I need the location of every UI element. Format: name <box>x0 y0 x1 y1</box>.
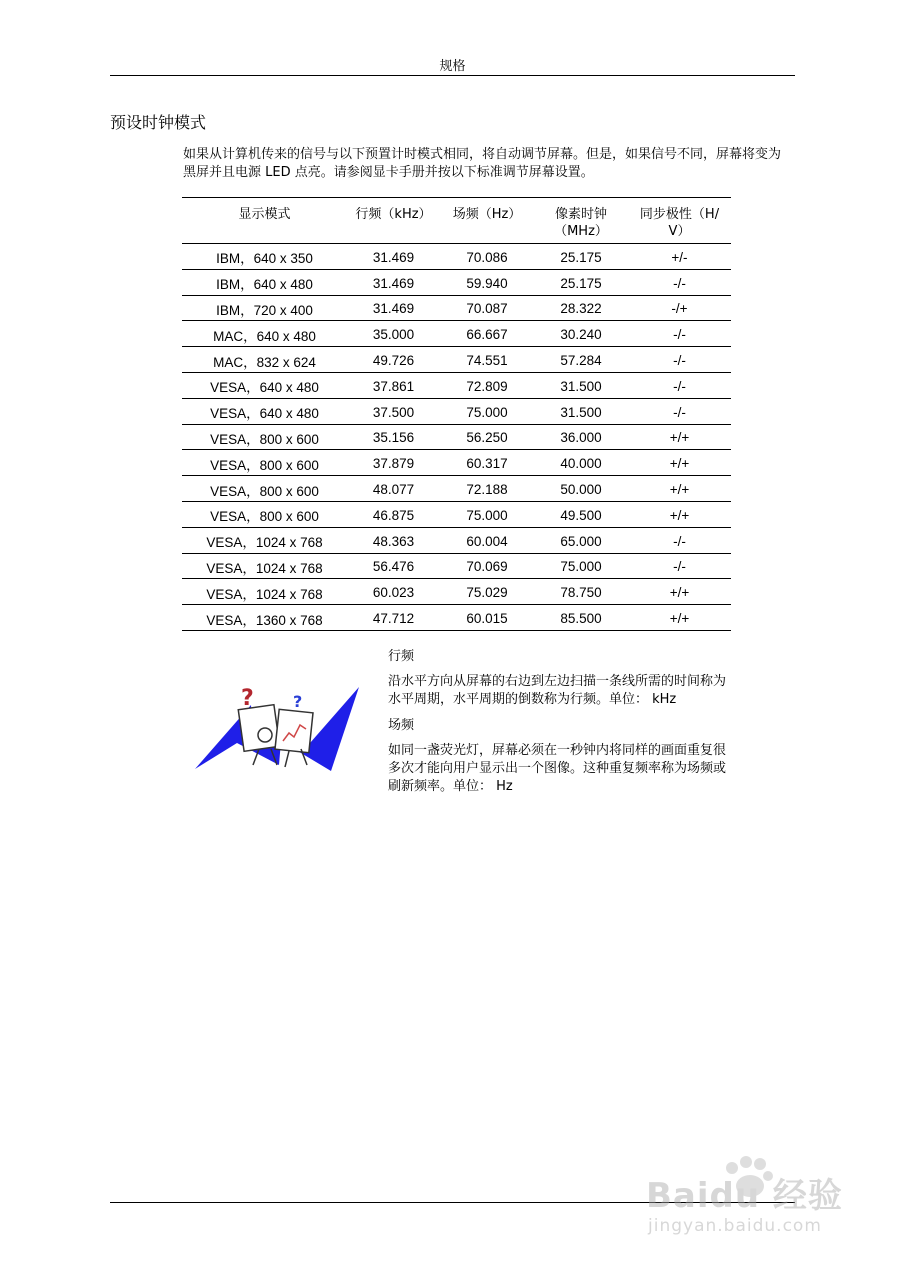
table-row <box>182 527 731 553</box>
cell-v-freq: 60.317 <box>440 450 534 476</box>
cell-v-freq: 59.940 <box>440 269 534 295</box>
col-header-sync-polarity <box>628 198 731 244</box>
cell-h-freq: 31.469 <box>347 244 440 270</box>
cell-mode: VESA，1024 x 768 <box>182 527 347 553</box>
cell-h-freq: 31.469 <box>347 295 440 321</box>
cell-v-freq: 66.667 <box>440 321 534 347</box>
cell-h-freq: 37.861 <box>347 372 440 398</box>
cell-v-freq: 56.250 <box>440 424 534 450</box>
question-mark-red-icon: ? <box>241 686 254 711</box>
cell-sync-polarity: +/+ <box>628 450 731 476</box>
table-row <box>182 269 731 295</box>
cell-pixel-clock: 25.175 <box>534 269 628 295</box>
cell-mode: VESA，1024 x 768 <box>182 579 347 605</box>
cell-sync-polarity: -/- <box>628 347 731 373</box>
cell-v-freq: 74.551 <box>440 347 534 373</box>
cell-h-freq: 35.000 <box>347 321 440 347</box>
v-freq-definition: 如同一盏荧光灯，屏幕必须在一秒钟内将同样的画面重复很多次才能向用户显示出一个图像。这种重复频率称为场频或刷新频率。单位： Hz <box>388 743 727 794</box>
cell-sync-polarity: -/- <box>628 372 731 398</box>
cell-pixel-clock: 75.000 <box>534 553 628 579</box>
cell-sync-polarity: +/+ <box>628 605 731 631</box>
cell-sync-polarity: -/- <box>628 321 731 347</box>
table-row <box>182 605 731 631</box>
cell-h-freq: 31.469 <box>347 269 440 295</box>
table-row <box>182 244 731 270</box>
book-left-page <box>238 705 279 752</box>
cell-sync-polarity: +/- <box>628 244 731 270</box>
pixel-clock-label: 像素时钟 <box>554 207 607 222</box>
cell-pixel-clock: 25.175 <box>534 244 628 270</box>
cell-pixel-clock: 85.500 <box>534 605 628 631</box>
cell-pixel-clock: 57.284 <box>534 347 628 373</box>
cell-mode: VESA，800 x 600 <box>182 501 347 527</box>
sync-label: 同步极性（H/ <box>639 207 720 222</box>
cell-h-freq: 46.875 <box>347 501 440 527</box>
cell-pixel-clock: 78.750 <box>534 579 628 605</box>
cell-mode: VESA，640 x 480 <box>182 372 347 398</box>
col-header-pixel-clock <box>534 198 628 244</box>
table-row <box>182 372 731 398</box>
cell-v-freq: 70.086 <box>440 244 534 270</box>
table-row <box>182 295 731 321</box>
table-row <box>182 450 731 476</box>
cell-h-freq: 56.476 <box>347 553 440 579</box>
table-row <box>182 321 731 347</box>
cell-h-freq: 47.712 <box>347 605 440 631</box>
col-header-v-freq: 场频（Hz） <box>452 207 522 222</box>
cell-sync-polarity: +/+ <box>628 579 731 605</box>
table-row <box>182 398 731 424</box>
cell-pixel-clock: 31.500 <box>534 398 628 424</box>
pixel-clock-unit: （MHz） <box>554 224 608 239</box>
cell-pixel-clock: 65.000 <box>534 527 628 553</box>
cell-sync-polarity: -/+ <box>628 295 731 321</box>
book-right-page <box>275 709 313 752</box>
cell-pixel-clock: 28.322 <box>534 295 628 321</box>
page-header-title: 规格 <box>439 59 466 74</box>
cell-pixel-clock: 40.000 <box>534 450 628 476</box>
cell-pixel-clock: 36.000 <box>534 424 628 450</box>
h-freq-definition: 沿水平方向从屏幕的右边到左边扫描一条线所需的时间称为水平周期，水平周期的倒数称为行频。单位： kHz <box>388 674 727 707</box>
intro-paragraph: 如果从计算机传来的信号与以下预置计时模式相同，将自动调节屏幕。但是，如果信号不同，屏幕将变为黑屏并且电源 LED 点亮。请参阅显卡手册并按以下标准调节屏幕设置。 <box>183 147 782 180</box>
cell-v-freq: 70.069 <box>440 553 534 579</box>
cell-sync-polarity: +/+ <box>628 424 731 450</box>
monitor-question-illustration <box>193 685 363 775</box>
table-row <box>182 553 731 579</box>
table-header-row <box>182 198 731 244</box>
cell-h-freq: 48.077 <box>347 476 440 502</box>
cell-mode: IBM，640 x 480 <box>182 269 347 295</box>
cell-sync-polarity: -/- <box>628 398 731 424</box>
cell-h-freq: 37.879 <box>347 450 440 476</box>
cell-mode: VESA，1360 x 768 <box>182 605 347 631</box>
cell-pixel-clock: 49.500 <box>534 501 628 527</box>
cell-mode: VESA，800 x 600 <box>182 476 347 502</box>
cell-sync-polarity: +/+ <box>628 476 731 502</box>
cell-sync-polarity: -/- <box>628 527 731 553</box>
cell-pixel-clock: 50.000 <box>534 476 628 502</box>
table-row <box>182 476 731 502</box>
cell-mode: IBM，640 x 350 <box>182 244 347 270</box>
col-header-mode: 显示模式 <box>238 207 291 222</box>
watermark-logo-text: Baidu 经验 <box>646 1176 843 1216</box>
h-freq-term: 行频 <box>388 649 415 664</box>
header-divider <box>110 75 795 76</box>
cell-h-freq: 35.156 <box>347 424 440 450</box>
col-header-h-freq: 行频（kHz） <box>355 207 432 222</box>
cell-v-freq: 75.000 <box>440 501 534 527</box>
cell-pixel-clock: 31.500 <box>534 372 628 398</box>
cell-sync-polarity: -/- <box>628 553 731 579</box>
cell-v-freq: 72.188 <box>440 476 534 502</box>
cell-v-freq: 75.000 <box>440 398 534 424</box>
cell-mode: VESA，640 x 480 <box>182 398 347 424</box>
glossary <box>388 648 728 804</box>
v-freq-term: 场频 <box>388 718 415 733</box>
cell-mode: VESA，1024 x 768 <box>182 553 347 579</box>
cell-v-freq: 60.004 <box>440 527 534 553</box>
cell-h-freq: 49.726 <box>347 347 440 373</box>
cell-v-freq: 72.809 <box>440 372 534 398</box>
baidu-jingyan-watermark <box>640 1160 860 1245</box>
table-row <box>182 347 731 373</box>
preset-timing-table <box>182 197 731 631</box>
cell-v-freq: 60.015 <box>440 605 534 631</box>
cell-sync-polarity: -/- <box>628 269 731 295</box>
cell-v-freq: 75.029 <box>440 579 534 605</box>
cell-mode: VESA，800 x 600 <box>182 424 347 450</box>
table-row <box>182 501 731 527</box>
cell-mode: VESA，800 x 600 <box>182 450 347 476</box>
cell-pixel-clock: 30.240 <box>534 321 628 347</box>
cell-h-freq: 48.363 <box>347 527 440 553</box>
table-row <box>182 579 731 605</box>
cell-mode: MAC，832 x 624 <box>182 347 347 373</box>
character-head <box>258 728 272 742</box>
table-row <box>182 424 731 450</box>
sync-label-cont: V） <box>668 224 691 239</box>
cell-v-freq: 70.087 <box>440 295 534 321</box>
cell-mode: IBM，720 x 400 <box>182 295 347 321</box>
question-mark-blue-icon: ? <box>293 692 303 711</box>
watermark-url: jingyan.baidu.com <box>648 1216 822 1236</box>
cell-h-freq: 37.500 <box>347 398 440 424</box>
section-title: 预设时钟模式 <box>110 113 207 132</box>
cell-sync-polarity: +/+ <box>628 501 731 527</box>
cell-mode: MAC，640 x 480 <box>182 321 347 347</box>
cell-h-freq: 60.023 <box>347 579 440 605</box>
